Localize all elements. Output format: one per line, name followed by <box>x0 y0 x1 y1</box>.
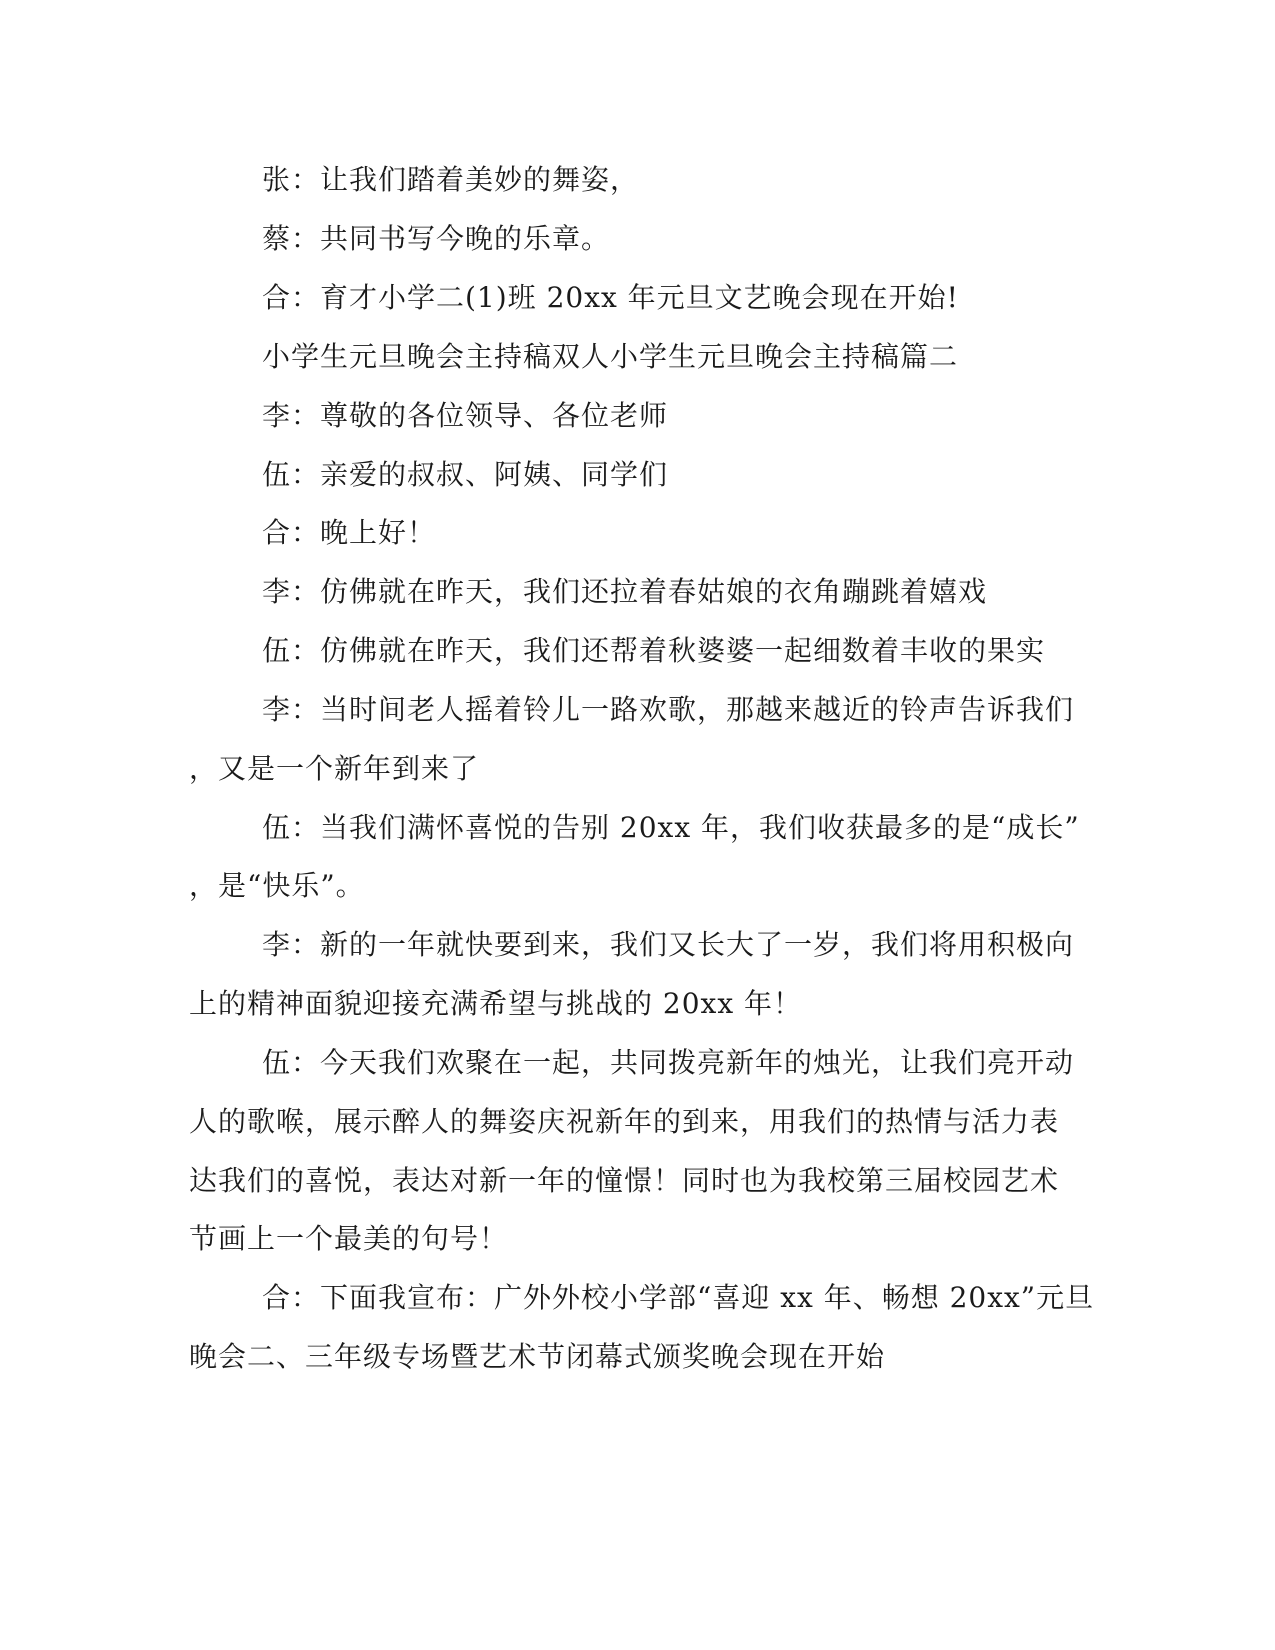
text-line: 上的精神面貌迎接充满希望与挑战的 20xx 年！ <box>189 987 803 1020</box>
text-line: 伍：当我们满怀喜悦的告别 20xx 年，我们收获最多的是“成长” <box>262 811 1080 844</box>
text-line: 伍：仿佛就在昨天，我们还帮着秋婆婆一起细数着丰收的果实 <box>262 634 1046 667</box>
text-line: 伍：亲爱的叔叔、阿姨、同学们 <box>262 458 669 491</box>
text-line: 蔡：共同书写今晚的乐章。 <box>262 222 611 255</box>
text-line: 李：尊敬的各位领导、各位老师 <box>262 399 669 432</box>
text-line: 李：仿佛就在昨天，我们还拉着春姑娘的衣角蹦跳着嬉戏 <box>262 575 988 608</box>
text-line: 小学生元旦晚会主持稿双人小学生元旦晚会主持稿篇二 <box>262 340 959 373</box>
text-line: 合：晚上好！ <box>262 516 437 549</box>
text-line: 张：让我们踏着美妙的舞姿， <box>262 163 640 196</box>
text-line: 晚会二、三年级专场暨艺术节闭幕式颁奖晚会现在开始 <box>189 1340 886 1373</box>
text-line: 节画上一个最美的句号！ <box>189 1222 509 1255</box>
text-line: 人的歌喉，展示醉人的舞姿庆祝新年的到来，用我们的热情与活力表 <box>189 1105 1060 1138</box>
text-line: 合：育才小学二(1)班 20xx 年元旦文艺晚会现在开始! <box>262 281 959 314</box>
text-line: ，又是一个新年到来了 <box>189 752 480 785</box>
text-line: 合：下面我宣布：广外外校小学部“喜迎 xx 年、畅想 20xx”元旦 <box>262 1281 1095 1314</box>
text-line: 达我们的喜悦，表达对新一年的憧憬！同时也为我校第三届校园艺术 <box>189 1164 1060 1197</box>
text-line: 李：当时间老人摇着铃儿一路欢歌，那越来越近的铃声告诉我们 <box>262 693 1075 726</box>
text-line: 李：新的一年就快要到来，我们又长大了一岁，我们将用积极向 <box>262 928 1075 961</box>
text-line: ，是“快乐”。 <box>189 869 365 902</box>
text-line: 伍：今天我们欢聚在一起，共同拨亮新年的烛光，让我们亮开动 <box>262 1046 1075 1079</box>
